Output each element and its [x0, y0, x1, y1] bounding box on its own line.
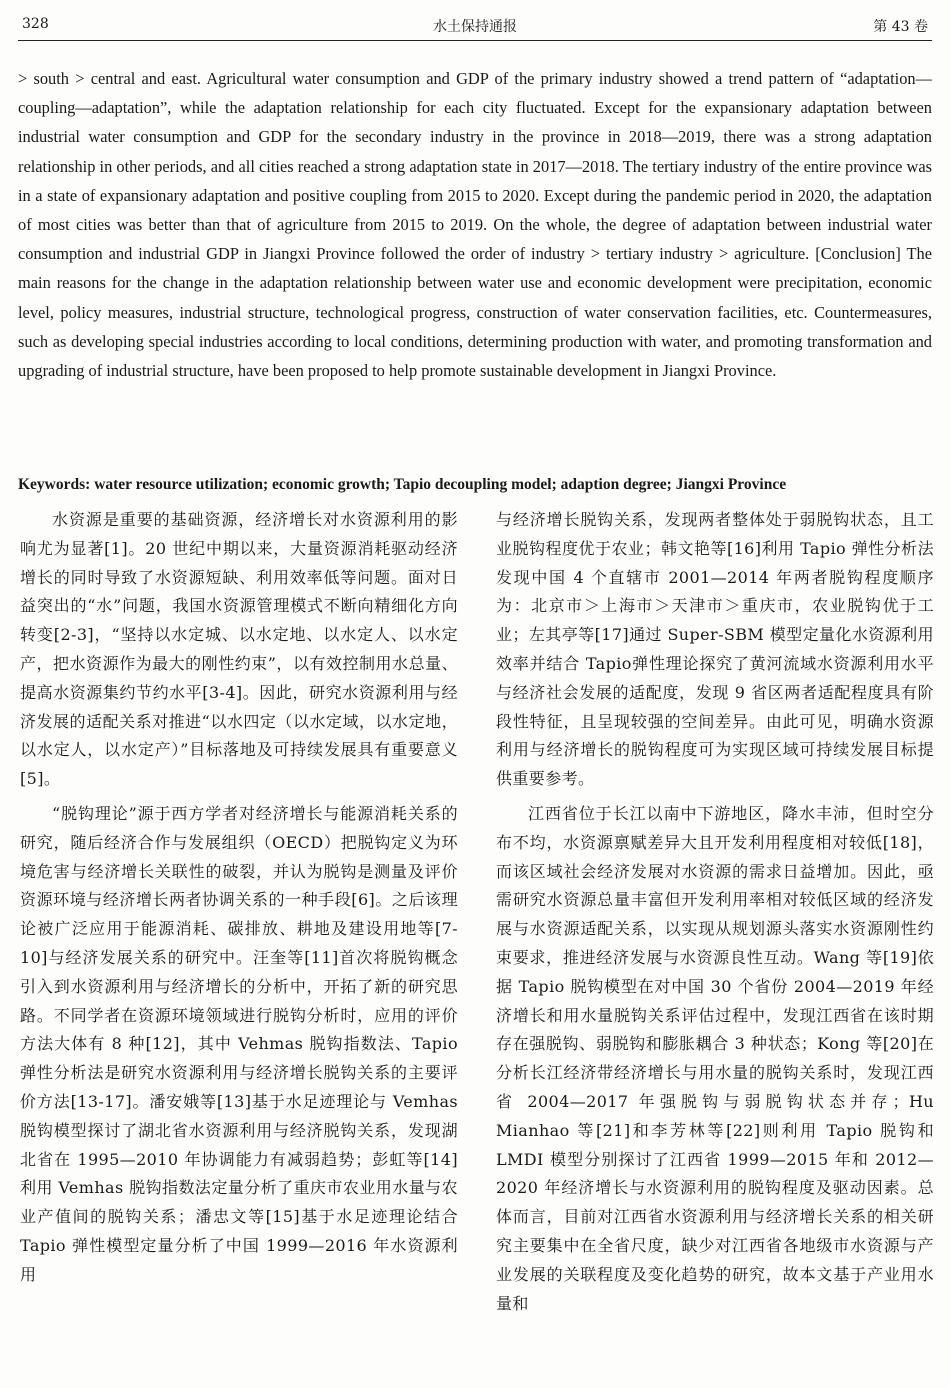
body-column-left — [20, 506, 458, 1290]
body-column-right — [496, 506, 934, 1318]
keywords-line: Keywords: water resource utilization; economic growth; Tapio decoupling model; adaption degree; Jiangxi Province — [18, 476, 787, 493]
paragraph-decoupling-theory: “脱钩理论”源于西方学者对经济增长与能源消耗关系的研究，随后经济合作与发展组织（OECD）把脱钩定义为环境危害与经济增长关联性的破裂，并认为脱钩是测量及评价资源环境与经济增长两者协调关系的一种手段[6]。之后该理论被广泛应用于能源消耗、碳排放、耕地及建设用地等[7-10]与经济发展关系的研究中。汪奎等[11]首次将脱钩概念引入到水资源利用与经济增长的分析中，开拓了新的研究思路。不同学者在资源环境领域进行脱钩分析时，应用的评价方法大体有 8 种[12]，其中 Vehmas 脱钩指数法、Tapio 弹性分析法是研究水资源利用与经济增长脱钩关系的主要评价方法[13-17]。潘安娥等[13]基于水足迹理论与 Vemhas 脱钩模型探讨了湖北省水资源利用与经济脱钩关系，发现湖北省在 1995—2010 年协调能力有减弱趋势；彭虹等[14]利用 Vemhas 脱钩指数法定量分析了重庆市农业用水量与农业产值间的脱钩关系；潘忠文等[15]基于水足迹理论结合 Tapio 弹性模型定量分析了中国 1999—2016 年水资源利用 — [20, 803, 458, 1284]
english-abstract: > south > central and east. Agricultural water consumption and GDP of the primary industry showed a trend pattern of “adaptation—coupling—adaptation”, while the adaptation relationship for each city fluctuated. Except for the expansionary adaptation between industrial water consumption and GDP for the secondary industry in the province in 2018—2019, there was a strong adaptation relationship in other periods, and all cities reached a strong adaptation state in 2017—2018. The tertiary industry of the entire province was in a state of expansionary adaptation and positive coupling from 2015 to 2020. Except during the pandemic period in 2020, the adaptation of most cities was better than that of agriculture from 2015 to 2019. On the whole, the degree of adaptation between industrial water consumption and industrial GDP in Jiangxi Province followed the order of industry > tertiary industry > agriculture. [Conclusion] The main reasons for the change in the adaptation relationship between water use and economic development were precipitation, economic level, policy measures, industrial structure, technological progress, construction of water conservation facilities, etc. Countermeasures, such as developing special industries according to local conditions, determining production with water, and promoting transformation and upgrading of industrial structure, have been proposed to help promote sustainable development in Jiangxi Province. — [18, 69, 932, 381]
running-header — [18, 10, 932, 41]
page-number: 328 — [22, 16, 49, 32]
journal-name: 水土保持通报 — [433, 19, 517, 35]
volume-label: 第 43 卷 — [873, 19, 928, 35]
paragraph-intro: 水资源是重要的基础资源，经济增长对水资源利用的影响尤为显著[1]。20 世纪中期以来，大量资源消耗驱动经济增长的同时导致了水资源短缺、利用效率低等问题。面对日益突出的“水”问题，我国水资源管理模式不断向精细化方向转变[2-3]，“坚持以水定城、以水定地、以水定人、以水定产，把水资源作为最大的刚性约束”，以有效控制用水总量、提高水资源集约节约水平[3-4]。因此，研究水资源利用与经济发展的适配关系对推进“以水四定（以水定域，以水定地，以水定人，以水定产）”目标落地及可持续发展具有重要意义[5]。 — [20, 510, 458, 789]
paragraph-jiangxi: 江西省位于长江以南中下游地区，降水丰沛，但时空分布不均，水资源禀赋差异大且开发利用程度相对较低[18]，而该区域社会经济发展对水资源的需求日益增加。因此，亟需研究水资源总量丰富但开发利用率相对较低区域的经济发展与水资源适配关系，以实现从规划源头落实水资源刚性约束要求，推进经济发展与水资源良性互动。Wang 等[19]依据 Tapio 脱钩模型在对中国 30 个省份 2004—2019 年经济增长和用水量脱钩关系评估过程中，发现江西省在该时期存在强脱钩、弱脱钩和膨胀耦合 3 种状态；Kong 等[20]在分析长江经济带经济增长与用水量的脱钩关系时，发现江西省 2004—2017 年强脱钩与弱脱钩状态并存；Hu Mianhao 等[21]和李芳林等[22]则利用 Tapio 脱钩和 LMDI 模型分别探讨了江西省 1999—2015 年和 2012—2020 年经济增长与水资源利用的脱钩程度及驱动因素。总体而言，目前对江西省水资源利用与经济增长关系的相关研究主要集中在全省尺度，缺少对江西省各地级市水资源与产业发展的关联程度及变化趋势的研究，故本文基于产业用水量和 — [496, 803, 934, 1313]
paragraph-continued: 与经济增长脱钩关系，发现两者整体处于弱脱钩状态，且工业脱钩程度优于农业；韩文艳等[16]利用 Tapio 弹性分析法发现中国 4 个直辖市 2001—2014 年两者脱钩程度顺序为：北京市＞上海市＞天津市＞重庆市，农业脱钩优于工业；左其亭等[17]通过 Super-SBM 模型定量化水资源利用效率并结合 Tapio弹性理论探究了黄河流域水资源利用水平与经济社会发展的适配度，发现 9 省区两者适配程度具有阶段性特征，且呈现较强的空间差异。由此可见，明确水资源利用与经济增长的脱钩程度可为实现区域可持续发展目标提供重要参考。 — [496, 510, 934, 789]
